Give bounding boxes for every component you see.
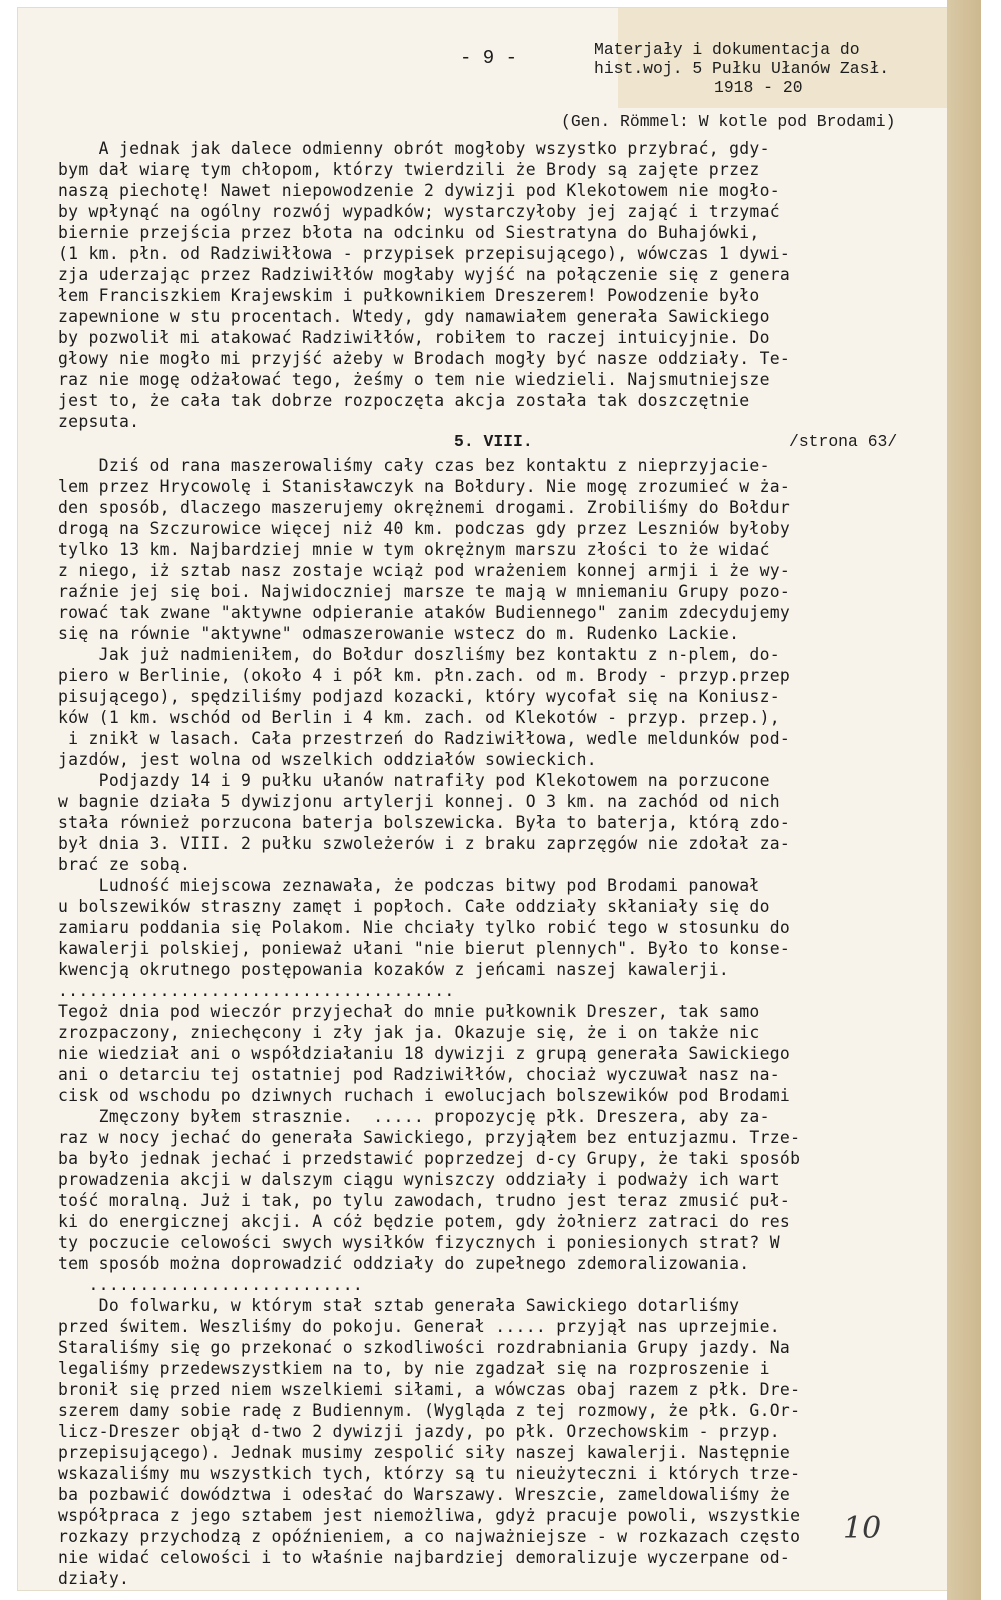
page-reference: /strona 63/ <box>789 432 898 451</box>
source-citation: (Gen. Römmel: W kotle pod Brodami) <box>561 112 896 131</box>
header-line-2: hist.woj. 5 Pułku Ułanów Zasł. <box>594 59 890 78</box>
section-heading-date: 5. VIII. <box>454 432 533 451</box>
paragraph-body: Dziś od rana maszerowaliśmy cały czas bez kontaktu z nieprzyjacie- lem przez Hrycowolę i Stanisławczyk na Bołdury. Nie mogę zrozumieć w ża- den sposób, dlaczego maszerujemy okrężnemi drogami. Zrobiliśmy do Bołdur drogą na Szczurowice więcej niż 40 km. podczas gdy przez Leszniów byłoby tylko 13 km. Najbardziej mnie w tym okrężnym marszu złości to że widać z niego, iż sztab nasz zostaje wciąż pod wrażeniem konnej armji i że wy- raźnie jej się boi. Najwidoczniej marsze te mają w mniemaniu Grupy pozo- rować tak zwane "aktywne odpieranie ataków Budiennego" zanim zdecydujemy się na równie "aktywne" odmaszerowanie wstecz do m. Rudenko Lackie. Jak już nadmieniłem, do Bołdur doszliśmy bez kontaktu z n-plem, do- piero w Berlinie, (około 4 i pół km. płn.zach. od m. Brody - przyp.przep pisującego), spędziliśmy podjazd kozacki, który wycofał się na Koniusz- ków (1 km. wschód od Berlin i 4 km. zach. od Klekotów - przyp. przep.), i znikł w lasach. Cała przestrzeń do Radziwiłłowa, wedle meldunków pod- jazdów, jest wolna od wszelkich oddziałów sowieckich. Podjazdy 14 i 9 pułku ułanów natrafiły pod Klekotowem na porzucone w bagnie działa 5 dywizjonu artylerji konnej. O 3 km. na zachód od nich stała również porzucona baterja bolszewicka. Była to baterja, którą zdo- był dnia 3. VIII. 2 pułku szwoleżerów i z braku zaprzęgów nie zdołał za- brać ze sobą. Ludność miejscowa zeznawała, że podczas bitwy pod Brodami panował u bolszewików straszny zamęt i popłoch. Całe oddziały skłaniały się do zamiaru poddania się Polakom. Nie chciały tylko robić tego w stosunku do kawalerji polskiej, ponieważ ułani "nie bierut plennych". Było to konse- kwencją okrutnego postępowania kozaków z jeńcami naszej kawalerji. ....................................... Tegoż dnia pod wieczór przyjechał do mnie pułkownik Dreszer, tak samo zrozpaczony, zniechęcony i zły jak ja. Okazuje się, że i on także nic nie wiedział ani o współdziałaniu 18 dywizji z grupą generała Sawickiego ani o detarciu tej ostatniej pod Radziwiłłów, chociaż wyczuwał nasz na- cisk od wschodu po dziwnych ruchach i ewolucjach bolszewików pod Brodami Zmęczony byłem strasznie. ..... propozycję płk. Dreszera, aby za- raz w nocy jechać do generała Sawickiego, przyjąłem bez entuzjazmu. Trze- ba było jednak jechać i przedstawić poprzedzej d-cy Grupy, że taki sposób prowadzenia akcji w dalszym ciągu wyniszczy oddziały i podważy ich wart tość moralną. Już i tak, po tylu zawodach, trudno jest teraz zmusić puł- ki do energicznej akcji. A cóż będzie potem, gdy żołnierz zatraci do res ty poczucie celowości swych wysiłków fizycznych i poniesionych strat? W tem sposób można doprowadzić oddziały do zupełnego zdemoralizowania. ........................... Do folwarku, w którym stał sztab generała Sawickiego dotarliśmy przed świtem. Weszliśmy do pokoju. Generał ..... przyjął nas uprzejmie. Staraliśmy się go przekonać o szkodliwości rozdrabniania Grupy jazdy. Na legaliśmy przedewszystkiem na to, by nie zgadzał się na rozproszenie i bronił się przed niem wszelkiemi siłami, a wówczas obaj razem z płk. Dre- szerem damy sobie radę z Budiennym. (Wygląda z tej rozmowy, że płk. G.Or- licz-Dreszer objął d-two 2 dywizji jazdy, po płk. Orzechowskim - przyp. przepisującego). Jednak musimy zespolić siły naszej kawalerji. Następnie wskazaliśmy mu wszystkich tych, którzy są tu nieużyteczni i których trze- ba pozbawić dowództwa i odesłać do Warszawy. Wreszcie, zameldowaliśmy że współpraca z jego sztabem jest niemożliwa, gdyż pracuje powoli, wszystkie rozkazy przychodzą z opóźnieniem, a co najważniejsze - w rozkazach często nie widać celowości i to właśnie najbardziej demoralizuje wyczerpane od- działy. <box>58 456 801 1588</box>
handwritten-page-number: 10 <box>843 1511 882 1546</box>
paragraph-intro: A jednak jak dalece odmienny obrót mogłoby wszystko przybrać, gdy- bym dał wiarę tym chłopom, którzy twierdzili że Brody są zajęte przez naszą piechotę! Nawet niepowodzenie 2 dywizji pod Klekotowem nie mogło- by wpłynąć na ogólny rozwój wypadków; wystarczyłoby jej zająć i trzymać biernie przejścia przez błota na odcinku od Siestratyna do Buhajówki, (1 km. płn. od Radziwiłłowa - przypisek przepisującego), wówczas 1 dywi- zja uderzając przez Radziwiłłów mogłaby wyjść na połączenie się z genera łem Franciszkiem Krajewskim i pułkownikiem Dreszerem! Powodzenie było zapewnione w stu procentach. Wtedy, gdy namawiałem generała Sawickiego by pozwolił mi atakować Radziwiłłów, robiłem to raczej intuicyjnie. Do głowy nie mogło mi przyjść ażeby w Brodach mogły być nasze oddziały. Te- raz nie mogę odżałować tego, żeśmy o tem nie wiedzieli. Najsmutniejsze jest to, że cała tak dobrze rozpoczęta akcja została tak doszczętnie zepsuta. <box>58 139 791 431</box>
header-line-3: 1918 - 20 <box>714 78 803 97</box>
page-number: - 9 - <box>460 47 518 69</box>
header-line-1: Materjały i dokumentacja do <box>594 40 860 59</box>
document-header <box>594 40 889 97</box>
